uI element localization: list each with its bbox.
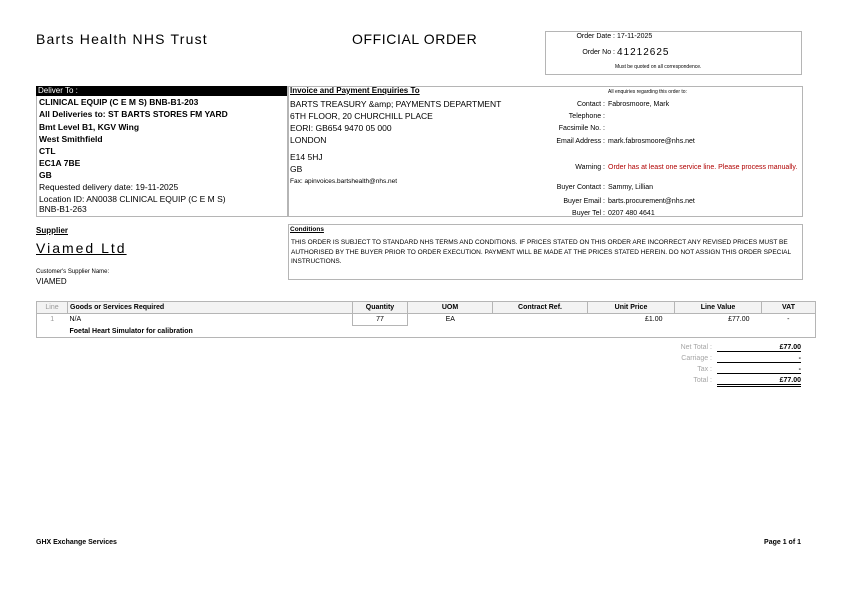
buyer-email-value: barts.procurement@nhs.net [608, 198, 695, 205]
table-row [37, 314, 816, 326]
carriage-label: Carriage : [681, 355, 712, 362]
tax-value: - [717, 366, 801, 374]
cell-contract [493, 314, 588, 326]
deliver-line: West Smithfield [39, 134, 103, 144]
col-line: Line [37, 302, 68, 314]
order-no-note: Must be quoted on all correspondence. [615, 64, 702, 70]
cell-vat: - [787, 316, 790, 324]
email-label: Email Address : [556, 138, 605, 145]
warning-value: Order has at least one service line. Please process manually. [608, 164, 798, 171]
contact-label: Contact : [576, 101, 605, 108]
deliver-line: CTL [39, 146, 56, 156]
deliver-line: All Deliveries to: ST BARTS STORES FM YARD [39, 109, 228, 119]
col-uom: UOM [408, 302, 493, 314]
cell-quantity: 77 [353, 314, 408, 326]
invoice-fax: Fax: apinvoices.bartshealth@nhs.net [290, 178, 398, 185]
invoice-line: EORI: GB654 9470 05 000 [290, 123, 392, 133]
order-date-label: Order Date : [576, 33, 615, 40]
order-lines-table [36, 301, 816, 338]
cell-goods: N/A [69, 316, 82, 324]
tax-label: Tax : [697, 366, 712, 373]
invoice-heading: Invoice and Payment Enquiries To [290, 86, 420, 95]
total-value: £77.00 [717, 377, 801, 387]
deliver-line: Bmt Level B1, KGV Wing [39, 122, 140, 132]
requested-delivery-date: Requested delivery date: 19-11-2025 [39, 182, 179, 192]
location-id-cont: BNB-B1-263 [39, 204, 87, 214]
table-header-row [37, 302, 816, 314]
buyer-contact-value: Sammy, Lillian [608, 184, 653, 191]
col-contract: Contract Ref. [493, 302, 588, 314]
page-number: Page 1 of 1 [764, 539, 801, 546]
col-line-value: Line Value [675, 302, 762, 314]
supplier-name: Viamed Ltd [36, 240, 127, 256]
conditions-text: THIS ORDER IS SUBJECT TO STANDARD NHS TERMS AND CONDITIONS. IF PRICES STATED ON THIS ORDER ARE INCORRECT ANY REVISED PRICES MUST BE AUTHORISED BY THE BUYER PRIOR TO ORDER EXECUTION. PAYMENT WILL BE MADE AT THE PRICES STATED HEREIN. DO NOT ASSIGN THIS ORDER SPECIAL INSTRUCTIONS. [291, 239, 791, 265]
cell-line: 1 [50, 316, 55, 324]
table-row-desc [37, 326, 816, 338]
contact-value: Fabrosmoore, Mark [608, 101, 670, 108]
invoice-line: BARTS TREASURY &amp; PAYMENTS DEPARTMENT [290, 99, 502, 109]
deliver-line: EC1A 7BE [39, 158, 81, 168]
buyer-contact-label: Buyer Contact : [556, 184, 605, 191]
invoice-line: E14 5HJ [290, 152, 323, 162]
order-no-value: 41212625 [617, 47, 670, 58]
warning-label: Warning : [575, 164, 605, 171]
col-goods: Goods or Services Required [68, 302, 353, 314]
cell-line-value: £77.00 [728, 316, 750, 324]
invoice-line: 6TH FLOOR, 20 CHURCHILL PLACE [290, 111, 433, 121]
telephone-label: Telephone : [568, 113, 605, 120]
order-no-label: Order No : [582, 49, 615, 56]
carriage-value: - [717, 355, 801, 363]
col-quantity: Quantity [353, 302, 408, 314]
conditions-heading: Conditions [290, 226, 324, 233]
invoice-line: LONDON [290, 135, 327, 145]
footer-left: GHX Exchange Services [36, 539, 117, 546]
col-unit-price: Unit Price [588, 302, 675, 314]
buyer-email-label: Buyer Email : [563, 198, 605, 205]
customer-supplier-label: Customer's Supplier Name: [36, 269, 110, 275]
deliver-to-heading: Deliver To : [36, 86, 287, 96]
email-value: mark.fabrosmoore@nhs.net [608, 138, 695, 145]
fax-label: Facsimile No. : [558, 125, 605, 132]
col-vat: VAT [762, 302, 816, 314]
total-label: Total : [693, 377, 712, 384]
cell-goods-desc: Foetal Heart Simulator for calibration [69, 328, 193, 335]
customer-supplier-value: VIAMED [36, 277, 67, 286]
deliver-line: CLINICAL EQUIP (C E M S) BNB-B1-203 [39, 97, 199, 107]
buyer-tel-value: 0207 480 4641 [608, 210, 655, 217]
net-total-label: Net Total : [680, 344, 712, 351]
invoice-line: GB [290, 164, 303, 174]
trust-name: Barts Health NHS Trust [36, 31, 208, 47]
cell-uom: EA [445, 316, 455, 324]
location-id: Location ID: AN0038 CLINICAL EQUIP (C E M S) [39, 194, 226, 204]
cell-unit-price: £1.00 [644, 316, 663, 324]
contacts-note: All enquiries regarding this order to: [608, 89, 687, 95]
net-total-value: £77.00 [717, 344, 801, 352]
supplier-heading: Supplier [36, 226, 69, 235]
buyer-tel-label: Buyer Tel : [572, 210, 605, 217]
document-title: OFFICIAL ORDER [352, 31, 478, 47]
deliver-line: GB [39, 170, 52, 180]
order-date-value: 17-11-2025 [617, 33, 653, 40]
